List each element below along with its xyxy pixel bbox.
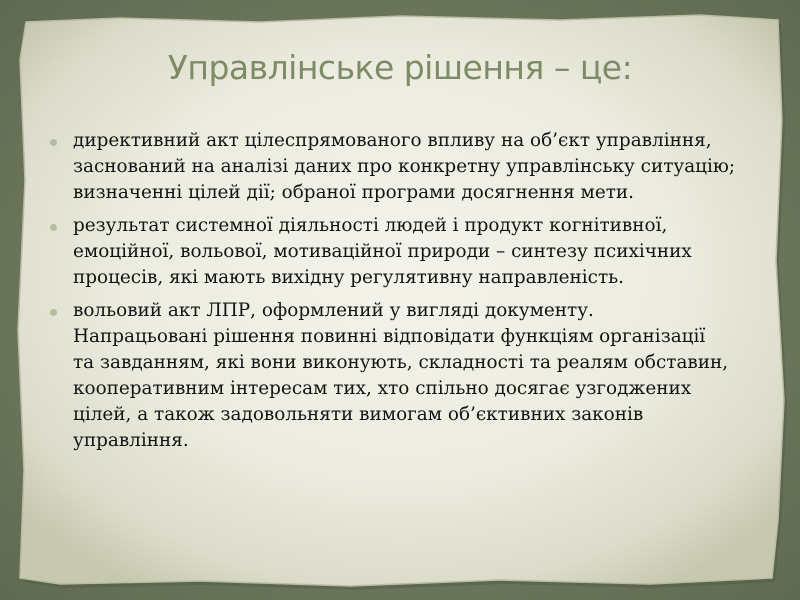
bullet-line: визначенні цілей дії; обраної програми досягнення мети. (73, 182, 634, 203)
bullet-line: процесів, які мають вихідну регулятивну направленість. (73, 267, 625, 288)
bullet-dot-icon (50, 309, 57, 316)
bullet-item (50, 298, 760, 454)
bullet-line: емоційної, вольової, мотиваційної природи – синтезу психічних (73, 241, 692, 262)
bullet-line: цілей, а також задовольняти вимогам об’єктивних законів (73, 404, 644, 425)
bullet-line: кооперативним інтересам тих, хто спільно досягає узгоджених (73, 378, 692, 399)
slide-title: Управлінське рішення – це: (167, 48, 633, 87)
bullet-line: Напрацьовані рішення повинні відповідати функціям організації (73, 326, 706, 347)
bullet-line: вольовий акт ЛПР, оформлений у вигляді документу. (73, 300, 594, 321)
bullet-line: заснований на аналізі даних про конкретну управлінську ситуацію; (73, 156, 736, 177)
bullet-item (50, 128, 760, 206)
bullet-item (50, 213, 760, 291)
bullet-list (50, 128, 760, 461)
bullet-line: результат системної діяльності людей і продукт когнітивної, (73, 215, 668, 236)
bullet-line: директивний акт цілеспрямованого впливу на об’єкт управління, (73, 130, 712, 151)
bullet-dot-icon (50, 224, 57, 231)
bullet-line: та завданням, які вони виконують, складності та реалям обставин, (73, 352, 729, 373)
bullet-line: управління. (73, 430, 189, 451)
bullet-dot-icon (50, 139, 57, 146)
